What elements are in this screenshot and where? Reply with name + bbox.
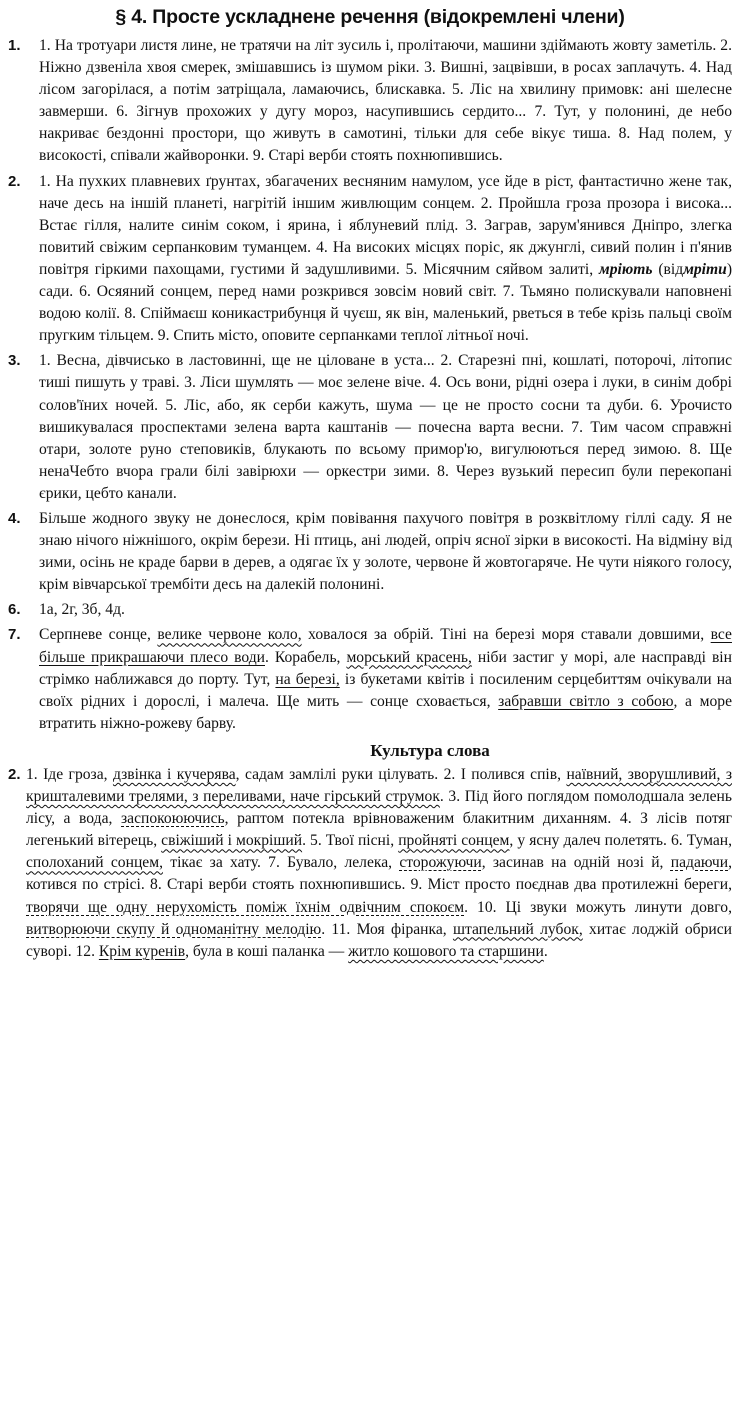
underlined-phrase: все більше прикрашаючи плесо води xyxy=(39,626,732,666)
entry-number: 7. xyxy=(8,626,21,644)
underlined-phrase: велике червоне коло, xyxy=(157,626,302,644)
underlined-phrase: сполоханий сонцем, xyxy=(26,854,163,872)
underlined-phrase: дзвінка і кучерява xyxy=(112,766,236,783)
italic-word: мріють xyxy=(599,260,653,278)
answer-entry-2 xyxy=(8,171,732,348)
text-part: , котився по стрісі. 8. Старі верби стоять похнюпившись. 9. Міст просто поєднав два протилежні береги, xyxy=(26,854,733,894)
text-part: . 3. Під його поглядом помолодшала зелень лісу, а вода, xyxy=(26,788,732,828)
text-part: (від xyxy=(658,260,684,278)
underlined-phrase: на березі, xyxy=(275,670,340,688)
answer-entry-1 xyxy=(8,35,732,168)
text-part: Серпневе сонце, xyxy=(39,626,151,644)
text-part: , садам замлілі руки цілувать. 2. І полився спів, xyxy=(235,766,562,783)
text-part: . 11. Моя фіранка, xyxy=(321,920,447,938)
underlined-phrase: морський красень, xyxy=(346,648,472,666)
text-part: тікає за хату. 7. Бувало, лелека, xyxy=(170,854,393,872)
subheading-culture: Культура слова xyxy=(370,740,490,760)
underlined-phrase: сторожуючи xyxy=(399,854,482,872)
underlined-phrase: творячи ще одну нерухомість поміж їхнім одвічним спокоєм xyxy=(26,898,465,916)
underlined-phrase: штапельний лубок, xyxy=(452,920,583,938)
entry-number: 2. xyxy=(8,766,21,783)
underlined-phrase: Крім куренів xyxy=(98,942,186,960)
section-title: § 4. Просте ускладнене речення (відокремлені члени) xyxy=(115,6,625,28)
entry-number: 6. xyxy=(8,601,21,619)
underlined-phrase: витворюючи скупу й одноманітну мелодію xyxy=(26,920,322,938)
text-part: 1. На пухких плавневих ґрунтах, збагачених весняним намулом, усе йде в ріст, фантастично жене так, наче десь на іншій планеті, нагрітій іншим живлющим сонцем. 2. Пройшла гроза прозора і висока... Встає гілля, налите синім соком, і ярина, і яблуневий плід. 3. Заграв, зарум'янився Дніпро, злегка повитий свіжим серпанковим туманцем. 4. На високих місцях поріс, як джунглі, сивий полин і п'янив повітря гіркими пахощами, густими й задушливими. 5. Місячним сяйвом залиті, xyxy=(39,172,732,278)
text-part: із букетами квітів і посиленим серцебиттям очікували на своїх рідних і дорослі, і малеча. Ще мить — сонце сховається, xyxy=(39,670,732,710)
answer-entry-7 xyxy=(8,624,732,734)
underlined-phrase: свіжіший і мокріший xyxy=(161,832,303,850)
text-part: . 5. Твої пісні, xyxy=(302,832,395,850)
text-part: ховалося за обрій. Тіні на березі моря ставали довшими, xyxy=(308,626,705,644)
answer-entry-6 xyxy=(8,599,732,621)
text-part: , засинав на одній нозі й, xyxy=(481,854,664,872)
underlined-phrase: заспокоюючись xyxy=(121,810,225,828)
answer-entry-3 xyxy=(8,350,732,505)
text-part: хитає лоджій обриси суворі. 12. xyxy=(26,920,732,960)
answer-entry-4 xyxy=(8,508,732,596)
entry-text xyxy=(39,171,732,348)
text-part: ) сади. 6. Осяяний сонцем, перед нами розкрився зовсім новий світ. 7. Тьмяно полискували наповнені водою колії. 8. Спіймаєш коникастрибунця й чуєш, як він, маленький, рветься в тебе крізь пальці своїм пругким тільцем. 9. Спить місто, оповите серпанками теплої літньої ночі. xyxy=(39,260,733,345)
text-part: , а море втратить ніжно-рожеву барву. xyxy=(39,692,732,732)
text-part: . 10. Ці звуки можуть линути довго, xyxy=(464,898,732,916)
entry-number: 1. xyxy=(8,37,21,54)
text-part: . Корабель, xyxy=(265,648,341,666)
text-part: , була в коші паланка — xyxy=(185,942,345,960)
text-part: , раптом потекла врівноваженим блакитним диханням. 4. З лісів потяг легенький вітерець, xyxy=(26,810,732,850)
underlined-phrase: наївний, зворушливий, з кришталевими трелями, з переливами, наче гірський струмок xyxy=(26,766,732,806)
answers-list xyxy=(8,35,732,963)
entry-number: 3. xyxy=(8,352,21,370)
entry-text xyxy=(39,624,732,734)
entry-number: 4. xyxy=(8,509,21,527)
text-part: . xyxy=(543,942,548,960)
underlined-phrase: падаючи xyxy=(670,854,729,872)
text-part: 1. Іде гроза, xyxy=(26,766,108,783)
italic-word: мріти xyxy=(683,260,727,278)
underlined-phrase: забравши світло з собою xyxy=(498,692,674,710)
entry-text: Більше жодного звуку не донеслося, крім повівання пахучого повітря в розквітлому гіллі саду. Я не знаю нічого ніжнішого, окрім берези. Ні птиць, ані людей, опріч ясної зірки в високості. На відміну від зими, осінь не краде барви в дерев, а одягає їх у золоте, червоне й жовтогаряче. Не чути ніякого голосу, крім вівчарської трембіти десь на далекій полонині. xyxy=(39,509,732,594)
underlined-phrase: житло кошового та старшини xyxy=(348,942,544,960)
text-part: , у ясну далеч полетять. 6. Туман, xyxy=(509,832,732,850)
entry-text: 1. Весна, дівчисько в ластовинні, ще не цiловане в уста... 2. Старезні пні, кошлаті, поторочі, літопис тиші пишуть у траві. 3. Ліси шумлять — моє зелене віче. 4. Ось вони, рідні озера і луки, в синім добрі солов'їних ночей. 5. Ліс, або, як серби кажуть, шума — це не просто сосни та дуби. 6. Урочисто вишикувалася проспектами зелена варта каштанів — почесна варта весни. 7. Тим часом справжні отари, золоте руно степовиків, блукають по всьому примор'ю, вигулюються перед зимою. 8. Ще ненаЧебто вчора грали білі завірюхи — оркестри зими. 8. Через вузький пересип були перекопані єрики, цебто канали. xyxy=(39,352,732,502)
culture-entry-2 xyxy=(8,764,732,963)
text-part: ніби застиг у морі, але насправді він стрімко наближався до порту. Тут, xyxy=(39,648,732,688)
entry-number: 2. xyxy=(8,172,21,190)
entry-text: 1а, 2г, 3б, 4д. xyxy=(39,601,125,619)
underlined-phrase: пройняті сонцем xyxy=(398,832,510,850)
entry-text xyxy=(26,764,732,963)
entry-text: 1. На тротуари листя лине, не тратячи на літ зусиль і, пролітаючи, машини здіймають жовту заметіль. 2. Ніжно дзвеніла хвоя смерек, змішавшись із шумом ріки. 3. Вишні, зацвівши, в росах заплачуть. 4. Над лісом загорілася, а потім затріщала, ламаючись, блискавка. 5. Ліс на хвилину примовк: ані шелесне завмерши. 6. Зігнув прохожих у дугу мороз, насупившись сердито... 7. Тут, у полонині, де небо накриває бездонні простори, що живуть в самотині, тільки для себе вікує тиша. 8. Над полем, у високості, співали жайворонки. 9. Старі верби стоять похнюпившись. xyxy=(39,37,732,165)
